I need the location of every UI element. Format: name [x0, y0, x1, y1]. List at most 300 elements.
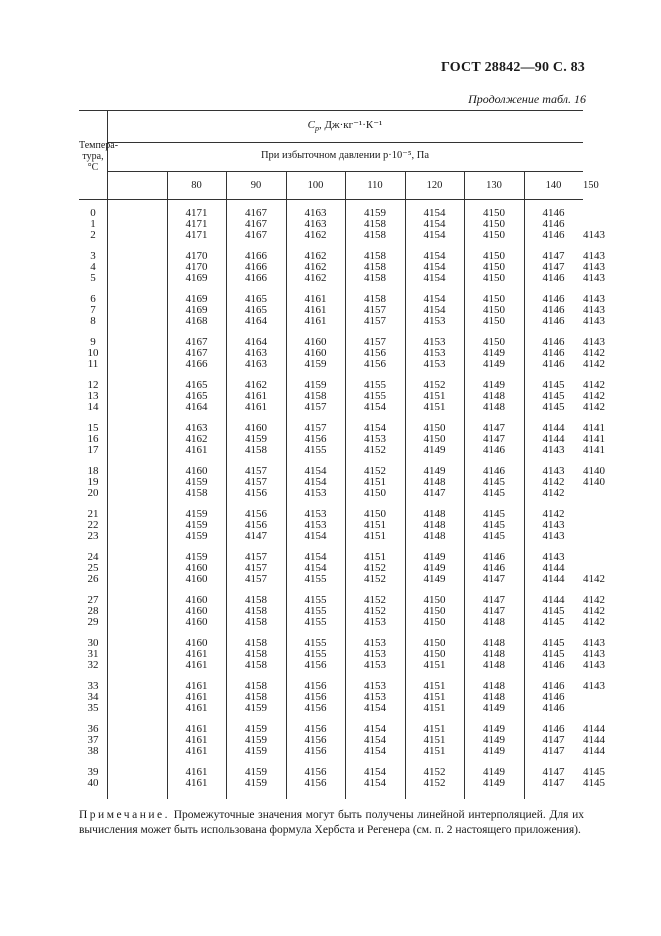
cp-value-cell: 4168 — [185, 314, 208, 327]
cp-value-cell: 4147 — [542, 250, 565, 262]
cp-value-cell: 4158 — [364, 260, 386, 273]
temperature-column-header — [79, 140, 119, 173]
cp-value-cell: 4151 — [423, 690, 446, 703]
cp-value-cell: 4156 — [304, 658, 327, 671]
cp-value-cell: 4147 — [483, 604, 505, 617]
cp-value-cell: 4159 — [245, 701, 267, 714]
temperature-cell: 7 — [90, 303, 96, 316]
cp-value-cell: 4146 — [542, 271, 565, 284]
cp-value-cell: 4147 — [245, 529, 267, 542]
cp-value-cell: 4146 — [542, 207, 565, 219]
cp-value-cell: 4148 — [423, 518, 446, 531]
cp-value-cell: 4158 — [185, 486, 208, 499]
pressure-header-cell: 90 — [250, 180, 262, 191]
cp-value-cell: 4147 — [542, 260, 565, 273]
cp-value-cell: 4151 — [423, 733, 446, 746]
cp-value-cell: 4157 — [304, 422, 327, 434]
cp-value-cell: 4154 — [423, 293, 446, 305]
cp-value-cell: 4152 — [364, 561, 386, 574]
cp-value-cell: 4150 — [423, 594, 446, 606]
cp-value-cell: 4156 — [304, 744, 327, 757]
cp-value-cell: 4145 — [542, 604, 565, 617]
cp-value-cell: 4161 — [185, 776, 208, 789]
cp-value-cell: 4169 — [185, 303, 208, 316]
cp-value-cell: 4150 — [483, 336, 505, 348]
cp-value-cell: 4166 — [185, 357, 208, 370]
cp-value-cell: 4158 — [364, 217, 386, 230]
pressure-header: При избыточном давлении p·10⁻⁵, Па — [260, 150, 430, 161]
cp-value-cell: 4165 — [185, 389, 208, 402]
cp-value-cell: 4151 — [423, 744, 446, 757]
cp-value-cell: 4145 — [483, 518, 505, 531]
cp-value-cell: 4155 — [364, 389, 386, 402]
temperature-cell: 26 — [87, 572, 99, 585]
cp-value-cell: 4145 — [542, 647, 565, 660]
cp-value-cell: 4144 — [542, 594, 565, 606]
cp-value-cell: 4145 — [483, 475, 505, 488]
cp-value-cell: 4149 — [423, 465, 446, 477]
cp-value-cell: 4149 — [483, 723, 505, 735]
cp-value-cell: 4150 — [423, 604, 446, 617]
cp-value-cell: 4158 — [245, 637, 267, 649]
cp-value-cell: 4147 — [423, 486, 446, 499]
header-bottom-border — [79, 199, 583, 200]
temperature-cell: 13 — [87, 389, 99, 402]
cp-value-cell: 4158 — [245, 443, 267, 456]
cp-value-cell: 4150 — [483, 303, 505, 316]
cp-value-cell: 4159 — [185, 529, 208, 542]
temperature-cell: 18 — [87, 465, 99, 477]
cp-value-cell: 4158 — [245, 604, 267, 617]
cp-value-cell: 4150 — [423, 647, 446, 660]
page-header-title: ГОСТ 28842—90 С. 83 — [441, 60, 585, 75]
temperature-cell: 10 — [87, 346, 99, 359]
cp-value-cell: 4160 — [245, 422, 267, 434]
cp-value-cell: 4155 — [304, 615, 327, 628]
temperature-cell: 30 — [87, 637, 99, 649]
cp-value-cell: 4164 — [245, 336, 267, 348]
temperature-cell: 40 — [87, 776, 99, 789]
cp-value-cell: 4151 — [364, 475, 386, 488]
cp-value-cell: 4169 — [185, 271, 208, 284]
cp-value-cell: 4146 — [483, 561, 505, 574]
cp-value-cell: 4162 — [304, 271, 327, 284]
cp-value-cell: 4160 — [185, 594, 208, 606]
cp-value-cell: 4145 — [542, 400, 565, 413]
temperature-cell: 3 — [90, 250, 96, 262]
cp-value-cell: 4154 — [423, 207, 446, 219]
cp-value-cell: 4152 — [364, 604, 386, 617]
cp-value-cell: 4150 — [423, 615, 446, 628]
cp-value-cell: 4146 — [542, 228, 565, 241]
cp-value-cell: 4156 — [304, 690, 327, 703]
cp-value-cell: 4154 — [304, 465, 327, 477]
cp-value-cell: 4153 — [364, 647, 386, 660]
cp-value-cell: 4164 — [245, 314, 267, 327]
temperature-cell: 33 — [87, 680, 99, 692]
cp-value-cell: 4150 — [364, 508, 386, 520]
cp-value-cell: 4161 — [185, 680, 208, 692]
cp-value-cell: 4159 — [245, 733, 267, 746]
cp-value-cell: 4161 — [185, 658, 208, 671]
cp-value-cell: 4146 — [542, 690, 565, 703]
cp-value-cell: 4145 — [542, 389, 565, 402]
cp-value-cell: 4150 — [423, 432, 446, 445]
cp-value-cell: 4161 — [245, 389, 267, 402]
temperature-cell: 35 — [87, 701, 99, 714]
cp-value-cell: 4161 — [185, 744, 208, 757]
cp-value-cell: 4161 — [304, 303, 327, 316]
cp-value-cell: 4157 — [245, 561, 267, 574]
temperature-header-line-2: тура, °С — [82, 151, 104, 173]
cp-value-cell: 4157 — [364, 314, 386, 327]
cp-value-cell: 4143 — [542, 551, 565, 563]
cp-value-cell: 4157 — [245, 465, 267, 477]
cp-value-cell: 4142 — [542, 508, 565, 520]
cp-value-cell: 4154 — [304, 529, 327, 542]
cp-value-cell: 4161 — [185, 733, 208, 746]
cp-value-cell: 4161 — [185, 766, 208, 778]
cp-value-cell: 4149 — [423, 572, 446, 585]
cp-value-cell: 4154 — [364, 744, 386, 757]
cp-value-cell: 4153 — [364, 432, 386, 445]
cp-value-cell: 4160 — [304, 346, 327, 359]
temperature-cell: 34 — [87, 690, 99, 703]
cp-value-cell: 4163 — [245, 346, 267, 359]
cp-value-cell: 4167 — [245, 228, 267, 241]
cp-value-cell: 4152 — [423, 776, 446, 789]
cp-value-cell: 4155 — [304, 604, 327, 617]
cp-value-cell: 4150 — [483, 250, 505, 262]
cp-value-cell: 4150 — [483, 271, 505, 284]
cp-value-cell: 4155 — [304, 443, 327, 456]
cp-value-cell: 4161 — [185, 723, 208, 735]
cp-value-cell: 4147 — [483, 432, 505, 445]
cp-value-cell: 4151 — [364, 529, 386, 542]
cp-value-cell: 4144 — [542, 572, 565, 585]
cp-value-cell: 4162 — [304, 250, 327, 262]
temperature-cell: 31 — [87, 647, 99, 660]
cp-value-cell: 4149 — [483, 733, 505, 746]
cp-value-cell: 4145 — [483, 508, 505, 520]
cp-value-cell: 4150 — [483, 217, 505, 230]
cp-value-cell: 4142 — [542, 486, 565, 499]
cp-value-cell: 4153 — [423, 314, 446, 327]
cp-value-cell: 4145 — [483, 529, 505, 542]
cp-value-cell: 4143 — [542, 529, 565, 542]
cp-value-cell: 4151 — [423, 723, 446, 735]
cp-header-border — [107, 142, 583, 143]
cp-value-cell: 4162 — [304, 228, 327, 241]
cp-value-cell: 4160 — [185, 604, 208, 617]
cp-value-cell: 4148 — [483, 615, 505, 628]
cp-value-cell: 4152 — [423, 766, 446, 778]
temperature-cell: 8 — [90, 314, 96, 327]
cp-value-cell: 4160 — [185, 637, 208, 649]
cp-value-cell: 4148 — [483, 647, 505, 660]
cp-value-cell: 4159 — [304, 379, 327, 391]
cp-value-cell: 4152 — [423, 379, 446, 391]
temperature-cell: 6 — [90, 293, 96, 305]
cp-value-cell: 4156 — [304, 776, 327, 789]
cp-value-cell: 4147 — [483, 594, 505, 606]
cp-value-cell: 4150 — [423, 637, 446, 649]
cp-value-cell: 4153 — [304, 486, 327, 499]
cp-value-cell: 4149 — [483, 766, 505, 778]
cp-value-cell: 4161 — [185, 690, 208, 703]
cp-value-cell: 4167 — [185, 346, 208, 359]
cp-value-cell: 4149 — [483, 379, 505, 391]
cp-value-cell: 4153 — [364, 615, 386, 628]
heat-capacity-table: Темпера- тура, °С $C_p$, Дж·кг⁻¹·К⁻¹ При избыточном давлении p·10⁻⁵, Па 80 90 100 110 120 130 140 150 0 4171 4167 4163 4159 4154 4150 4146 1 4171 4167 4163 4158 4154 4150 4146 2 4171 4167 4162 4158 4154 4150 4146 4143 3 4170 4166 4162 4158 4154 4150 4147 4143 4 4170 4166 4162 4158 4154 4150 4147 4143 5 4169 4166 4162 4158 4154 4150 4146 4143 6 4169 4165 4161 4158 4154 4150 4146 4143 7 4169 4165 4161 4157 4154 4150 4146 4143 8 4168 4164 4161 4157 4153 4150 4146 4143 9 4167 4164 4160 4157 4153 4150 4146 4143 10 4167 4163 4160 4156 4153 4149 4146 4142 11 4166 4163 4159 4156 4153 4149 4146 4142 12 4165 4162 4159 4155 4152 4149 4145 4142 13 4165 4161 4158 4155 4151 4148 4145 4142 14 4164 4161 4157 4154 4151 4148 4145 4142 15 4163 4160 4157 4154 4150 4147 4144 4141 16 4162 4159 4156 4153 4150 4147 4144 4141 17 4161 4158 4155 4152 4149 4146 4143 4141 18 4160 4157 4154 4152 4149 4146 4143 4140 19 4159 4157 4154 4151 4148 4145 4142 4140 20 4158 4156 4153 4150 4147 4145 4142 21 4159 4156 4153 4150 4148 4145 4142 22 4159 4156 4153 4151 4148 4145 4143 23 4159 4147 4154 4151 4148 4145 4143 24 4159 4157 4154 4151 4149 4146 4143 25 4160 4157 4154 4152 4149 4146 4144 26 4160 4157 4155 4152 4149 4147 4144 4142 27 4160 4158 4155 4152 4150 4147 4144 4142 28 4160 4158 4155 4152 4150 4147 4145 4142 29 4160 4158 4155 4153 4150 4148 4145 4142 30 4160 4158 4155 4153 4150 4148 4145 4143 31 4161 4158 4155 4153 4150 4148 4145 4143 32 4161 4158 4156 4153 4151 4148 4146 4143 33 4161 4158 4156 4153 4151 4148 4146 4143 34 4161 4158 4156 4153 4151 4148 4146 35 4161 4159 4156 4154 4151 4149 4146 36 4161 4159 4156 4154 4151 4149 4146 4144 37 4161 4159 4156 4154 4151 4149 4147 4144 38 4161 4159 4156 4154 4151 4149 4147 4144 39 4161 4159 4156 4154 4152 4149 4147 4145 40 4161 4159 4156 4154 4152 4149 4147 4145 — [79, 110, 583, 799]
temperature-cell: 0 — [90, 207, 96, 219]
table-footnote — [79, 808, 584, 838]
cp-value-cell: 4159 — [185, 551, 208, 563]
cp-value-cell: 4147 — [542, 733, 565, 746]
cp-value-cell: 4145 — [483, 486, 505, 499]
cp-value-cell: 4155 — [304, 572, 327, 585]
cp-value-cell: 4158 — [245, 690, 267, 703]
temperature-cell: 39 — [87, 766, 99, 778]
cp-value-cell: 4146 — [483, 551, 505, 563]
cp-value-cell: 4145 — [542, 615, 565, 628]
cp-value-cell: 4148 — [423, 508, 446, 520]
cp-value-cell: 4149 — [423, 551, 446, 563]
pressure-header-cell: 140 — [545, 180, 562, 191]
temperature-cell: 36 — [87, 723, 99, 735]
cp-value-cell: 4158 — [245, 615, 267, 628]
cp-value-cell: 4158 — [364, 250, 386, 262]
temp-column-divider — [107, 110, 108, 799]
cp-value-cell: 4160 — [185, 465, 208, 477]
cp-value-cell: 4156 — [364, 357, 386, 370]
cp-value-cell: 4147 — [542, 744, 565, 757]
cp-value-cell: 4147 — [542, 766, 565, 778]
cp-subscript: p — [315, 124, 319, 134]
temperature-cell: 22 — [87, 518, 99, 531]
cp-value-cell: 4148 — [483, 637, 505, 649]
cp-value-cell: 4151 — [423, 400, 446, 413]
cp-value-cell: 4159 — [185, 475, 208, 488]
cp-value-cell: 4159 — [185, 518, 208, 531]
cp-value-cell: 4148 — [483, 690, 505, 703]
cp-value-cell: 4146 — [483, 465, 505, 477]
temperature-cell: 38 — [87, 744, 99, 757]
cp-value-cell: 4154 — [364, 766, 386, 778]
cp-value-cell: 4158 — [304, 389, 327, 402]
temperature-cell: 21 — [87, 508, 99, 520]
cp-value-cell: 4150 — [423, 422, 446, 434]
cp-value-cell: 4150 — [483, 314, 505, 327]
cp-value-cell: 4153 — [364, 658, 386, 671]
cp-value-cell: 4151 — [423, 658, 446, 671]
cp-value-cell: 4146 — [542, 346, 565, 359]
cp-value-cell: 4149 — [483, 744, 505, 757]
cp-value-cell: 4170 — [185, 250, 208, 262]
cp-value-cell: 4154 — [423, 217, 446, 230]
cp-value-cell: 4161 — [245, 400, 267, 413]
cp-value-cell: 4157 — [364, 336, 386, 348]
cp-value-cell: 4165 — [185, 379, 208, 391]
cp-value-cell: 4156 — [364, 346, 386, 359]
temperature-cell: 5 — [90, 271, 96, 284]
cp-value-cell: 4150 — [483, 207, 505, 219]
cp-value-cell: 4160 — [185, 615, 208, 628]
cp-value-cell: 4144 — [542, 561, 565, 574]
cp-value-cell: 4150 — [483, 293, 505, 305]
pressure-header-cell: 120 — [426, 180, 443, 191]
cp-value-cell: 4146 — [542, 303, 565, 316]
cp-value-cell: 4160 — [304, 336, 327, 348]
cp-value-cell: 4153 — [304, 508, 327, 520]
cp-value-cell: 4154 — [423, 271, 446, 284]
cp-value-cell: 4155 — [364, 379, 386, 391]
cp-value-cell: 4154 — [364, 422, 386, 434]
cp-value-cell: 4158 — [245, 594, 267, 606]
cp-value-cell: 4162 — [304, 260, 327, 273]
cp-value-cell: 4146 — [542, 357, 565, 370]
cp-value-cell: 4158 — [245, 647, 267, 660]
cp-value-cell: 4152 — [364, 594, 386, 606]
cp-value-cell: 4153 — [423, 357, 446, 370]
cp-value-cell: 4148 — [483, 400, 505, 413]
pressure-header-cell: 110 — [367, 180, 383, 191]
cp-value-cell: 4164 — [185, 400, 208, 413]
cp-value-cell: 4154 — [364, 733, 386, 746]
cp-value-cell: 4145 — [542, 637, 565, 649]
cp-value-cell: 4156 — [304, 766, 327, 778]
cp-value-cell: 4151 — [364, 518, 386, 531]
specific-heat-header — [107, 119, 583, 135]
cp-value-cell: 4156 — [245, 486, 267, 499]
temperature-cell: 24 — [87, 551, 99, 563]
cp-value-cell: 4157 — [245, 572, 267, 585]
cp-value-cell: 4157 — [304, 400, 327, 413]
cp-value-cell: 4156 — [304, 723, 327, 735]
cp-value-cell: 4150 — [364, 486, 386, 499]
cp-value-cell: 4171 — [185, 207, 208, 219]
cp-value-cell: 4159 — [245, 776, 267, 789]
cp-value-cell: 4154 — [364, 723, 386, 735]
cp-value-cell: 4153 — [364, 637, 386, 649]
cp-value-cell: 4148 — [483, 389, 505, 402]
cp-value-cell: 4150 — [483, 228, 505, 241]
pressure-header-cell: 130 — [486, 180, 502, 191]
cp-value-cell: 4166 — [245, 250, 267, 262]
cp-value-cell: 4161 — [185, 647, 208, 660]
cp-value-cell: 4156 — [304, 680, 327, 692]
cp-value-cell: 4149 — [423, 561, 446, 574]
cp-value-cell: 4148 — [423, 475, 446, 488]
cp-value-cell: 4147 — [542, 776, 565, 789]
note-text: Промежуточные значения могут быть получены линейной интерполяцией. Для их вычисления может быть использована формула Хербста и Регенера (см. п. 2 настоящего приложения). — [79, 809, 584, 836]
cp-value-cell: 4146 — [483, 443, 505, 456]
cp-value-cell: 4145 — [542, 379, 565, 391]
cp-value-cell: 4152 — [364, 443, 386, 456]
cp-value-cell: 4154 — [423, 250, 446, 262]
cp-value-cell: 4159 — [245, 766, 267, 778]
cp-value-cell: 4159 — [245, 744, 267, 757]
cp-value-cell: 4151 — [423, 680, 446, 692]
cp-value-cell: 4143 — [542, 518, 565, 531]
table-continuation-label: Продолжение табл. 16 — [468, 92, 586, 106]
cp-value-cell: 4157 — [364, 303, 386, 316]
cp-value-cell: 4163 — [245, 357, 267, 370]
cp-value-cell: 4153 — [304, 518, 327, 531]
cp-value-cell: 4156 — [304, 432, 327, 445]
cp-value-cell: 4167 — [245, 217, 267, 230]
cp-value-cell: 4160 — [185, 561, 208, 574]
cp-value-cell: 4153 — [423, 346, 446, 359]
cp-value-cell: 4160 — [185, 572, 208, 585]
temperature-cell: 32 — [87, 658, 99, 671]
cp-value-cell: 4149 — [483, 346, 505, 359]
cp-value-cell: 4150 — [483, 260, 505, 273]
cp-value-cell: 4149 — [483, 357, 505, 370]
cp-value-cell: 4152 — [364, 465, 386, 477]
cp-value-cell: 4170 — [185, 260, 208, 273]
cp-value-cell: 4163 — [185, 422, 208, 434]
temperature-cell: 14 — [87, 400, 99, 413]
cp-value-cell: 4166 — [245, 271, 267, 284]
cp-value-cell: 4152 — [364, 572, 386, 585]
cp-value-cell: 4162 — [245, 379, 267, 391]
cp-value-cell: 4146 — [542, 217, 565, 230]
temperature-cell: 25 — [87, 561, 99, 574]
cp-value-cell: 4149 — [423, 443, 446, 456]
cp-units: , Дж·кг⁻¹·К⁻¹ — [319, 119, 383, 131]
temperature-cell: 23 — [87, 529, 99, 542]
cp-value-cell: 4158 — [364, 271, 386, 284]
cp-value-cell: 4146 — [542, 723, 565, 735]
cp-value-cell: 4153 — [364, 680, 386, 692]
cp-value-cell: 4156 — [304, 733, 327, 746]
cp-value-cell: 4156 — [245, 518, 267, 531]
cp-value-cell: 4158 — [245, 680, 267, 692]
cp-value-cell: 4169 — [185, 293, 208, 305]
cp-value-cell: 4154 — [364, 701, 386, 714]
cp-value-cell: 4156 — [245, 508, 267, 520]
cp-value-cell: 4143 — [542, 443, 565, 456]
cp-value-cell: 4151 — [364, 551, 386, 563]
cp-value-cell: 4149 — [483, 701, 505, 714]
cp-value-cell: 4154 — [423, 228, 446, 241]
cp-value-cell: 4146 — [542, 336, 565, 348]
temperature-cell: 28 — [87, 604, 99, 617]
cp-value-cell: 4151 — [423, 389, 446, 402]
cp-value-cell: 4155 — [304, 637, 327, 649]
temperature-cell: 29 — [87, 615, 99, 628]
pressure-header-cell: 150 — [583, 180, 599, 191]
pressure-header-cell: 80 — [191, 180, 202, 191]
cp-value-cell: 4163 — [304, 207, 327, 219]
cp-value-cell: 4154 — [364, 776, 386, 789]
cp-value-cell: 4155 — [304, 647, 327, 660]
cp-value-cell: 4158 — [364, 228, 386, 241]
cp-value-cell: 4147 — [483, 572, 505, 585]
cp-value-cell: 4148 — [483, 658, 505, 671]
cp-value-cell: 4156 — [304, 701, 327, 714]
temperature-cell: 16 — [87, 432, 99, 445]
cp-value-cell: 4161 — [304, 314, 327, 327]
temperature-cell: 12 — [87, 379, 99, 391]
cp-value-cell: 4157 — [245, 475, 267, 488]
cp-value-cell: 4161 — [185, 443, 208, 456]
cp-value-cell: 4161 — [304, 293, 327, 305]
cp-value-cell: 4171 — [185, 217, 208, 230]
cp-value-cell: 4154 — [304, 551, 327, 563]
cp-value-cell: 4154 — [423, 260, 446, 273]
